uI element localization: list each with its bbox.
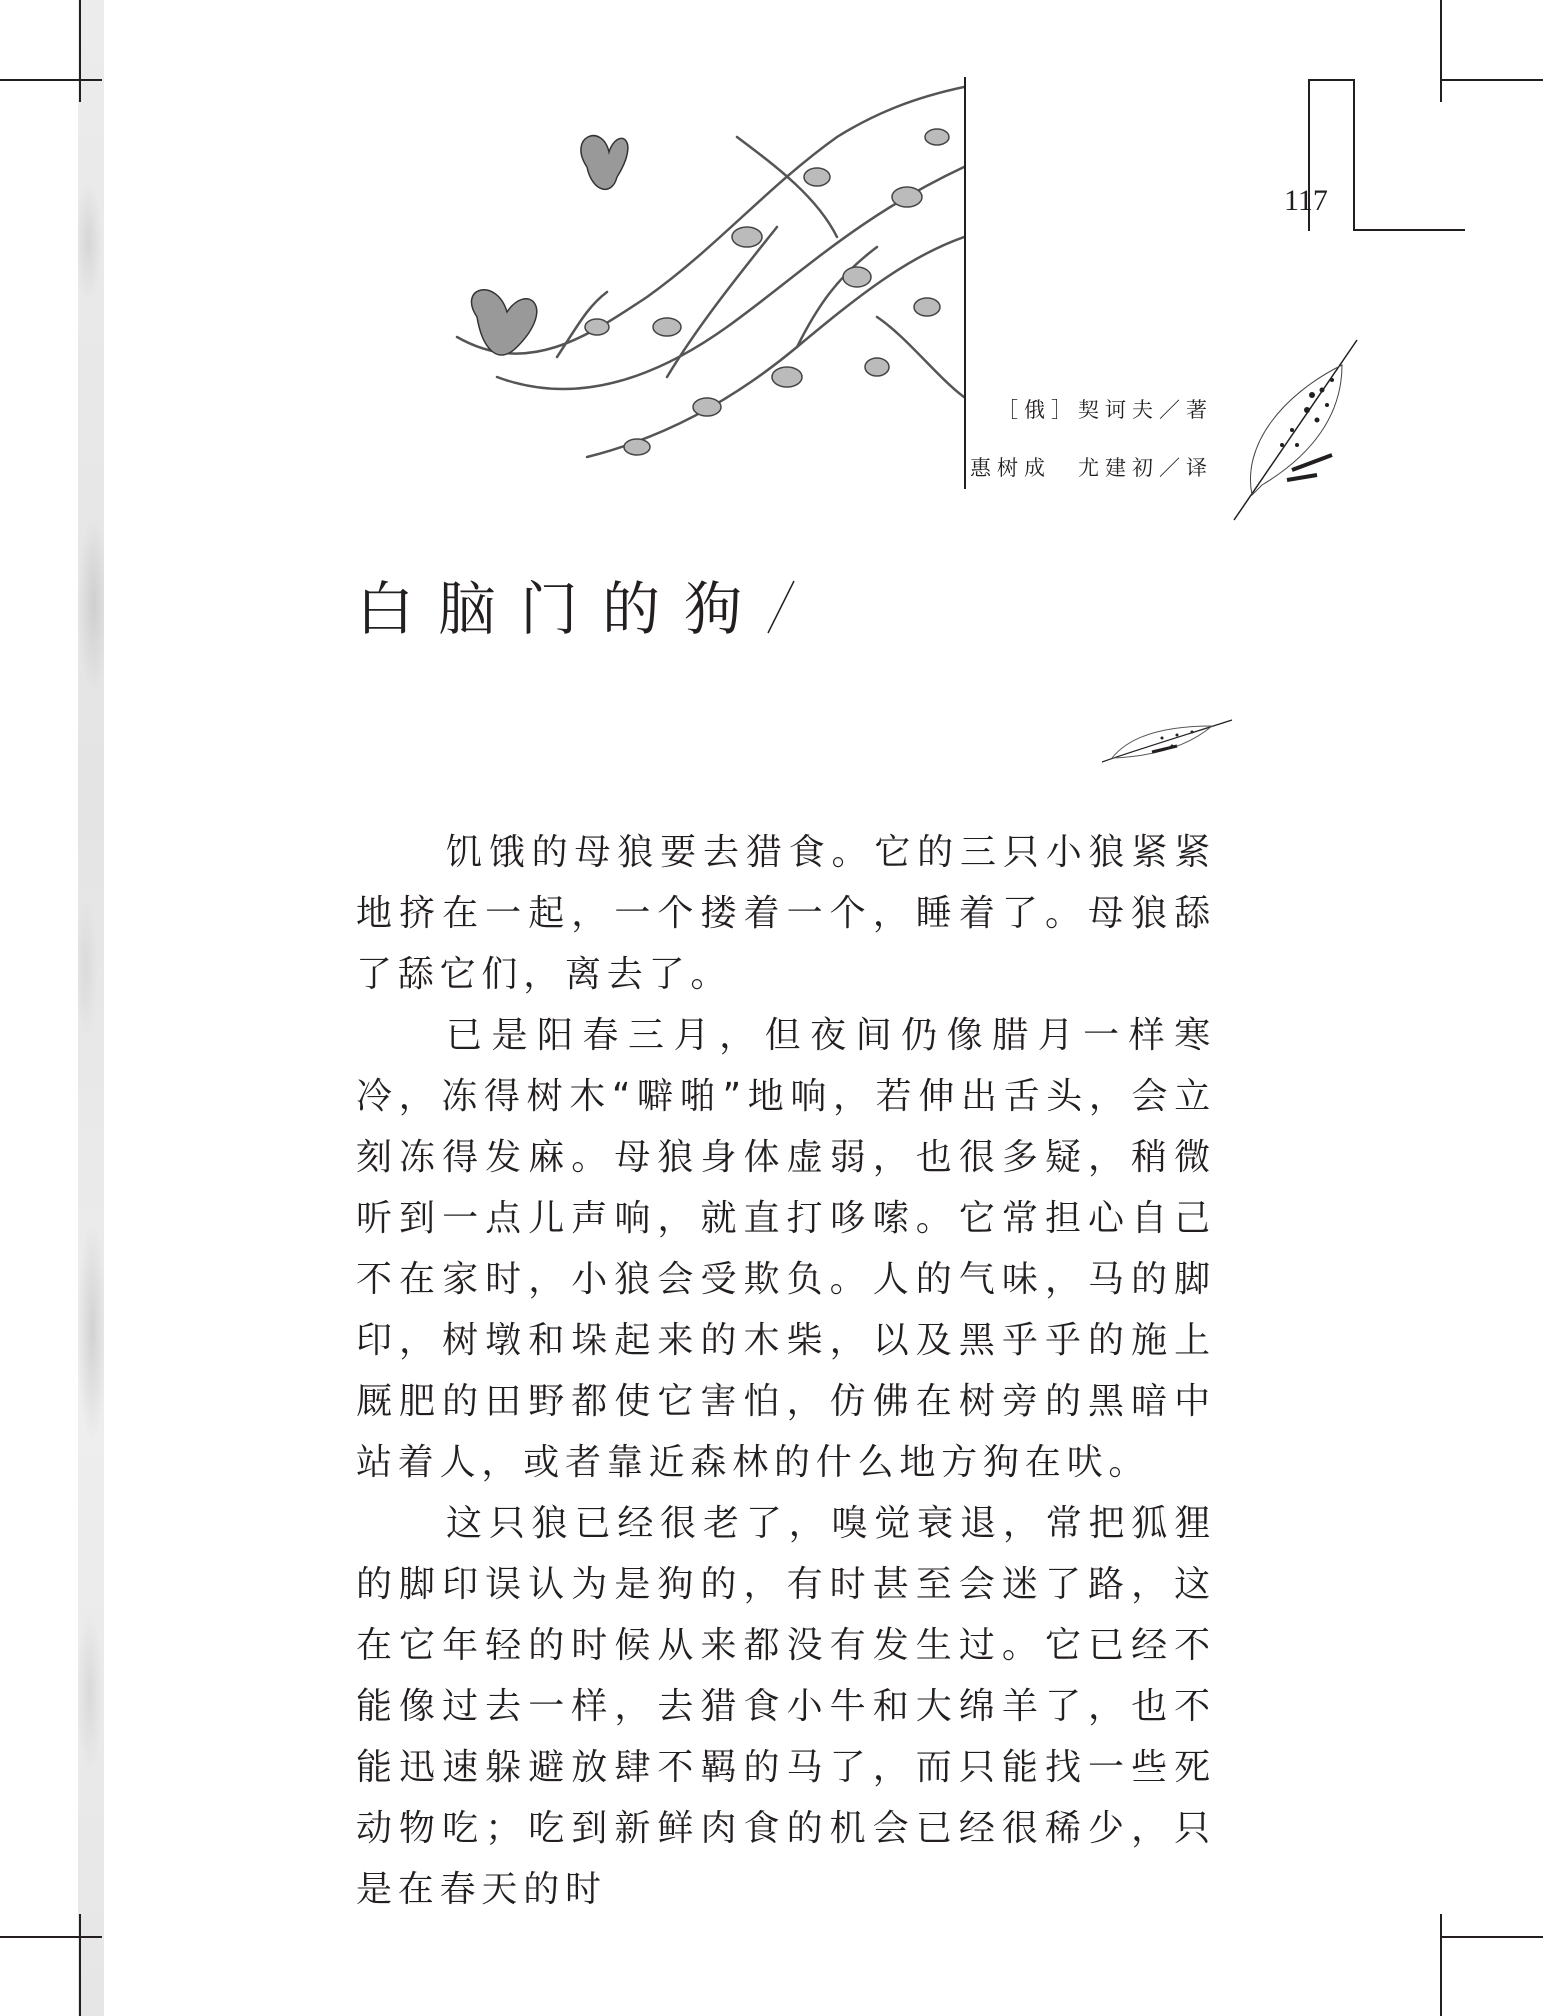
article-title — [356, 562, 796, 646]
paragraph: 饥饿的母狼要去猎食。它的三只小狼紧紧地挤在一起，一个搂着一个，睡着了。母狼舔了舔它们，离去了。 — [356, 832, 1216, 995]
slash-mark-icon — [766, 579, 796, 635]
paragraph: 这只狼已经很老了，嗅觉衰退，常把狐狸的脚印误认为是狗的，有时甚至会迷了路，这在它年轻的时候从来都没有发生过。它已经不能像过去一样，去猎食小牛和大绵羊了，也不能迅速躲避放肆不羁的马了，而只能找一些死动物吃；吃到新鲜肉食的机会已经很稀少，只是在春天的时 — [356, 1503, 1216, 1910]
author-credit: ［俄］契诃夫／著 — [997, 398, 1213, 422]
feather-icon — [1232, 335, 1362, 525]
small-feather-icon — [1102, 718, 1234, 764]
paragraph: 已是阳春三月，但夜间仍像腊月一样寒冷，冻得树木“噼啪”地响，若伸出舌头，会立刻冻得发麻。母狼身体虚弱，也很多疑，稍微听到一点儿声响，就直打哆嗦。它常担心自己不在家时，小狼会受欺负。人的气味，马的脚印，树墩和垛起来的木柴，以及黑乎乎的施上厩肥的田野都使它害怕，仿佛在树旁的黑暗中站着人，或者靠近森林的什么地方狗在吠。 — [356, 1015, 1216, 1483]
floral-branch-butterfly-illustration — [437, 77, 964, 477]
header-divider-line — [964, 77, 966, 489]
title-text: 白脑门的狗 — [356, 575, 767, 643]
translator-credit: 惠树成 尤建初／译 — [970, 456, 1213, 480]
watercolor-edge-strip — [78, 0, 104, 2016]
article-body — [356, 822, 1216, 1920]
page-number: 117 — [1284, 184, 1328, 217]
